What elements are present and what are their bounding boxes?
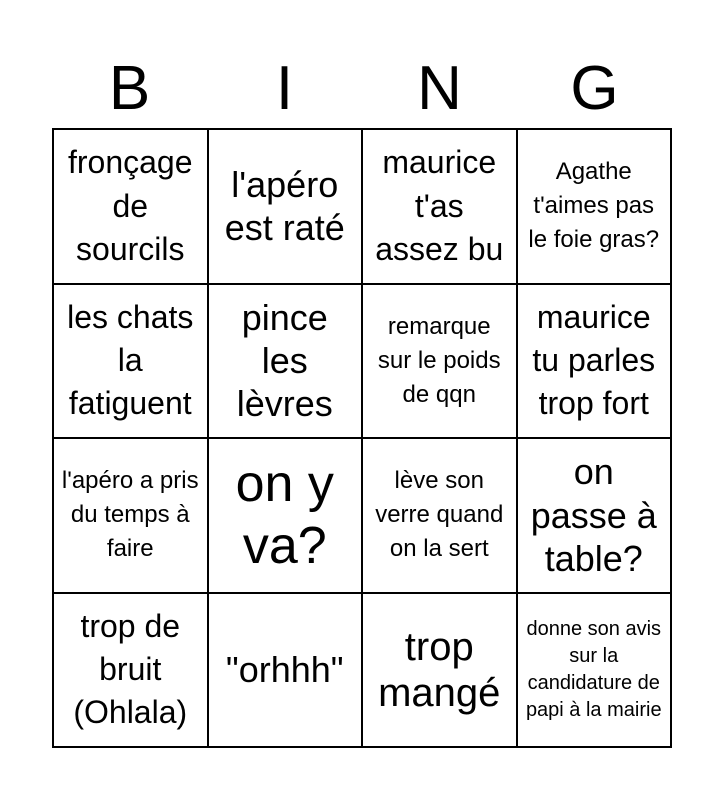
bingo-cell-1-1[interactable] [53, 129, 208, 284]
bingo-grid [52, 128, 672, 748]
cell-text: l'apéro est raté [224, 164, 345, 249]
header-letter-g: G [570, 54, 619, 123]
cell-text: fronçage de sourcils [67, 144, 193, 267]
bingo-cell-2-4[interactable] [517, 284, 672, 439]
cell-text: maurice tu parles trop fort [532, 298, 656, 422]
cell-text: remarque sur le poids de qqn [377, 312, 501, 408]
bingo-cell-3-1[interactable] [53, 438, 208, 593]
cell-text: lève son verre quand on la sert [375, 467, 504, 563]
bingo-cell-4-3[interactable] [362, 593, 517, 748]
cell-text: on y va? [235, 454, 334, 576]
header-letter-i: I [275, 54, 294, 123]
cell-text: "orhhh" [225, 649, 344, 691]
bingo-header [52, 50, 672, 128]
header-letter-n: N [417, 54, 462, 123]
cell-text: trop mangé [378, 624, 501, 715]
header-letter-b: B [108, 54, 151, 123]
bingo-cell-1-2[interactable] [208, 129, 363, 284]
bingo-cell-4-2[interactable] [208, 593, 363, 748]
bingo-cell-4-1[interactable] [53, 593, 208, 748]
cell-text: maurice t'as assez bu [375, 144, 504, 267]
cell-text: trop de bruit (Ohlala) [73, 607, 188, 731]
cell-text: pince les lèvres [236, 296, 333, 425]
bingo-cell-2-2[interactable] [208, 284, 363, 439]
bingo-cell-1-4[interactable] [517, 129, 672, 284]
bingo-cell-1-3[interactable] [362, 129, 517, 284]
cell-text: les chats la fatiguent [67, 298, 194, 422]
cell-text: donne son avis sur la candidature de papi à la mairie [525, 617, 662, 721]
bingo-cell-3-3[interactable] [362, 438, 517, 593]
bingo-cell-3-4[interactable] [517, 438, 672, 593]
cell-text: Agathe t'aimes pas le foie gras? [528, 158, 660, 254]
bingo-cell-4-4[interactable] [517, 593, 672, 748]
cell-text: on passe à table? [530, 451, 657, 579]
bingo-cell-2-1[interactable] [53, 284, 208, 439]
cell-text: l'apéro a pris du temps à faire [61, 467, 199, 563]
bingo-cell-3-2[interactable] [208, 438, 363, 593]
bingo-cell-2-3[interactable] [362, 284, 517, 439]
